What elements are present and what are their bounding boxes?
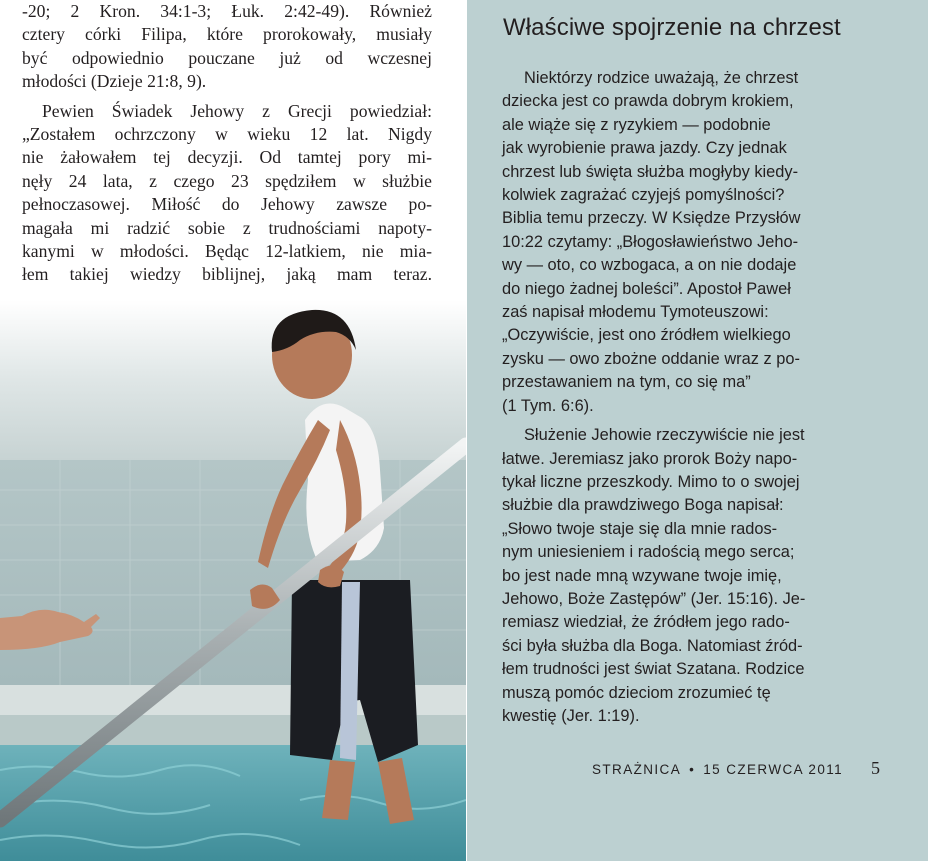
text-line: nie żałowałem tej decyzji. Od tamtej pory mi- bbox=[22, 147, 432, 168]
text-line: przestawaniem na tym, co się ma” bbox=[502, 373, 751, 392]
text-line: nęły 24 lata, z czego 23 spędziłem w służbie bbox=[22, 170, 432, 191]
paragraph-1 bbox=[22, 0, 432, 94]
text-line: łatwe. Jeremiasz jako prorok Boży napo- bbox=[502, 449, 798, 468]
text-line: muszą pomóc dzieciom zrozumieć tę bbox=[502, 683, 771, 702]
text-line: kanymi w młodości. Będąc 12-latkiem, nie mia- bbox=[22, 241, 432, 262]
text-line: bo jest nade mną wzywane twoje imię, bbox=[502, 566, 782, 585]
text-line: dziecka jest co prawda dobrym krokiem, bbox=[502, 92, 794, 111]
text-line: łem trudności jest świat Szatana. Rodzice bbox=[502, 660, 805, 679]
text-line: Służenie Jehowie rzeczywiście nie jest bbox=[524, 426, 805, 445]
text-line: zaś napisał młodemu Tymoteuszowi: bbox=[502, 303, 769, 322]
sidebar-box bbox=[467, 0, 928, 861]
pool-photo bbox=[0, 300, 466, 861]
text-line: „Zostałem ochrzczony w wieku 12 lat. Nigdy bbox=[22, 124, 432, 145]
page-footer bbox=[592, 762, 843, 777]
text-line: Jehowo, Boże Zastępów” (Jer. 15:16). Je- bbox=[502, 589, 806, 608]
text-line: cztery córki Filipa, które prorokowały, musiały bbox=[22, 24, 432, 45]
text-line: Biblia temu przeczy. W Księdze Przysłów bbox=[502, 209, 801, 228]
text-line: „Oczywiście, jest ono źródłem wielkiego bbox=[502, 326, 791, 345]
text-line: (1 Tym. 6:6). bbox=[502, 396, 594, 415]
text-line: 10:22 czytamy: „Błogosławieństwo Jeho- bbox=[502, 232, 799, 251]
text-line: nym uniesieniem i radością mego serca; bbox=[502, 543, 795, 562]
sidebar-paragraph-2 bbox=[502, 424, 902, 728]
paragraph-2 bbox=[22, 100, 432, 287]
text-line: zysku — owo zbożne oddanie wraz z po- bbox=[502, 349, 800, 368]
text-line: -20; 2 Kron. 34:1-3; Łuk. 2:42-49). Również bbox=[22, 1, 432, 21]
text-line: ści była służba dla Boga. Natomiast źród- bbox=[502, 636, 803, 655]
text-line: kwestię (Jer. 1:19). bbox=[502, 706, 640, 725]
text-line: chrzest lub święta służba mogłyby kiedy- bbox=[502, 162, 799, 181]
sidebar-text bbox=[502, 67, 902, 728]
text-line: magała mi radzić sobie z trudnościami napoty- bbox=[22, 217, 432, 238]
text-line: ale wiąże się z ryzykiem — podobnie bbox=[502, 115, 771, 134]
text-line: młodości (Dzieje 21:8, 9). bbox=[22, 71, 207, 92]
text-line: służbie dla prawdziwego Boga napisał: bbox=[502, 496, 784, 515]
text-line: „Słowo twoje staje się dla mnie rados- bbox=[502, 519, 778, 538]
text-line: Pewien Świadek Jehowy z Grecji powiedział: bbox=[42, 100, 432, 121]
text-line: Niektórzy rodzice uważają, że chrzest bbox=[524, 69, 799, 87]
publication-name: STRAŻNICA bbox=[592, 762, 682, 777]
footer-bullet: • bbox=[689, 762, 696, 777]
text-line: tykał liczne przeszkody. Mimo to o swojej bbox=[502, 472, 800, 491]
text-line: być odpowiednio pouczane już od wczesnej bbox=[22, 47, 432, 68]
text-line: jak wyrobienie prawa jazdy. Czy jednak bbox=[502, 139, 787, 158]
text-line: do niego żadnej boleści”. Apostoł Paweł bbox=[502, 279, 791, 298]
article-text bbox=[22, 0, 432, 287]
text-line: remiasz wiedział, że źródłem jego rado- bbox=[502, 613, 790, 632]
text-line: łem takiej wiedzy biblijnej, jaką mam teraz. bbox=[22, 264, 432, 285]
text-line: wy — oto, co wzbogaca, a on nie dodaje bbox=[502, 256, 797, 275]
text-line: pełnoczasowej. Miłość do Jehowy zawsze po- bbox=[22, 194, 432, 215]
sidebar-paragraph-1 bbox=[502, 67, 902, 418]
page-number: 5 bbox=[871, 758, 880, 778]
text-line: kolwiek zagrażać czyjejś pomyślności? bbox=[502, 186, 785, 205]
sidebar-title: Właściwe spojrzenie na chrzest bbox=[503, 14, 841, 41]
issue-date: 15 CZERWCA 2011 bbox=[703, 762, 844, 777]
